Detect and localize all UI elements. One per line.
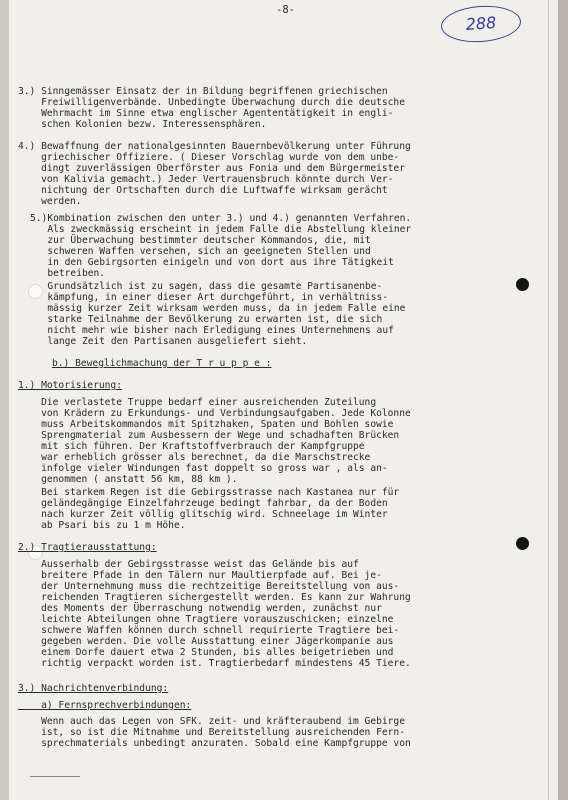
section-heading: b.) Beweglichmachung der T r u p p e : bbox=[52, 358, 272, 369]
text-line: schen Kolonien bezw. Interessensphären. bbox=[18, 119, 267, 130]
text-line: des Moments der Überraschung notwendig werden, zunächst nur bbox=[18, 603, 382, 614]
text-line: nach kurzer Zeit völlig glitschig wird. Schneelage im Winter bbox=[18, 509, 388, 520]
text-line: ist, so ist die Mitnahme und Bereitstellung ausreichenden Fern- bbox=[18, 727, 405, 738]
text-line: geländegängige Einzelfahrzeuge bedingt fahrbar, da der Boden bbox=[18, 498, 388, 509]
text-line: muss Arbeitskommandos mit Spitzhaken, Spaten und Bohlen sowie bbox=[18, 419, 394, 430]
text-line: reichenden Tragtieren sichergestellt werden. Es kann zur Wahrung bbox=[18, 592, 411, 603]
text-line: mässig kurzer Zeit wirksam werden muss, da in jedem Falle eine bbox=[30, 303, 406, 314]
punch-hole-right-lower bbox=[516, 537, 529, 550]
text-line: ab Psari bis zu 1 m Höhe. bbox=[18, 520, 186, 531]
text-line: 4.) Bewaffnung der nationalgesinnten Bauernbevölkerung unter Führung bbox=[18, 141, 411, 152]
text-line: genommen ( anstatt 56 km, 88 km ). bbox=[18, 474, 238, 485]
text-line: lange Zeit den Partisanen ausgeliefert sieht. bbox=[30, 336, 308, 347]
text-line: betreiben. bbox=[30, 268, 106, 279]
text-line: gegeben werden. Die volle Ausstattung einer Jägerkompanie aus bbox=[18, 636, 394, 647]
text-line: Grundsätzlich ist zu sagen, dass die gesamte Partisanenbe- bbox=[30, 281, 383, 292]
text-line: Ausserhalb der Gebirgsstrasse weist das Gelände bis auf bbox=[18, 559, 359, 570]
text-line: Als zweckmässig erscheint in jedem Falle die Abstellung kleiner bbox=[30, 224, 412, 235]
paper-left-edge bbox=[0, 0, 9, 800]
stamp-number: 288 bbox=[465, 12, 497, 35]
page-bottom-mark bbox=[30, 776, 80, 777]
text-line: der Unternehmung muss die rechtzeitige Bereitstellung von aus- bbox=[18, 581, 400, 592]
text-line: kämpfung, in einer dieser Art durchgeführt, in verhältniss- bbox=[30, 292, 389, 303]
page-number: -8- bbox=[276, 4, 295, 16]
text-line: 3.) Sinngemässer Einsatz der in Bildung begriffenen griechischen bbox=[18, 86, 388, 97]
text-line: leichte Abteilungen ohne Tragtiere vorauszuschicken; einzelne bbox=[18, 614, 394, 625]
text-line: infolge vieler Windungen fast doppelt so gross war , als an- bbox=[18, 463, 388, 474]
text-line: schweren Waffen versehen, sich an geeigneten Stellen und bbox=[30, 246, 371, 257]
archive-stamp bbox=[440, 3, 522, 44]
text-line: Bei starkem Regen ist die Gebirgsstrasse nach Kastanea nur für bbox=[18, 487, 400, 498]
text-line: Wenn auch das Legen von SFK. zeit- und kräfteraubend im Gebirge bbox=[18, 716, 405, 727]
text-line: nichtung der Ortschaften durch die Luftwaffe wirksam gerächt bbox=[18, 185, 388, 196]
subsection-heading: 1.) Motorisierung: bbox=[18, 380, 122, 391]
text-line: 5.)Kombination zwischen den unter 3.) und 4.) genannten Verfahren. bbox=[30, 213, 412, 224]
text-line: war erheblich grösser als berechnet, da die Marschstrecke bbox=[18, 452, 371, 463]
subsection-heading: a) Fernsprechverbindungen: bbox=[18, 700, 192, 711]
text-line: Wehrmacht im Sinne etwa englischer Agententätigkeit in engli- bbox=[18, 108, 394, 119]
text-line: von Krädern zu Erkundungs- und Verbindungsaufgaben. Jede Kolonne bbox=[18, 408, 411, 419]
text-line: nicht mehr wie bisher nach Erledigung eines Unternehmens auf bbox=[30, 325, 394, 336]
text-line: mit sich führen. Der Kraftstoffverbrauch der Kampfgruppe bbox=[18, 441, 365, 452]
text-line: werden. bbox=[18, 196, 82, 207]
text-line: schwere Waffen können durch schnell requirierte Tragtiere bei- bbox=[18, 625, 400, 636]
text-line: starke Teilnahme der Bevölkerung zu erwarten ist, die sich bbox=[30, 314, 383, 325]
text-line: dingt zuverlässigen Oberförster aus Fonia und dem Bürgermeister bbox=[18, 163, 405, 174]
text-line: richtig verpackt worden ist. Tragtierbedarf mindestens 45 Tiere. bbox=[18, 658, 411, 669]
text-line: Freiwilligenverbände. Unbedingte Überwachung durch die deutsche bbox=[18, 97, 405, 108]
text-line: in den Gebirgsorten einigeln und von dort aus ihre Tätigkeit bbox=[30, 257, 394, 268]
subsection-heading: 2.) Tragtierausstattung: bbox=[18, 542, 157, 553]
text-line: Die verlastete Truppe bedarf einer ausreichenden Zuteilung bbox=[18, 397, 377, 408]
text-line: von Kalivia gemacht.) Jeder Vertrauensbruch könnte durch Ver- bbox=[18, 174, 394, 185]
punch-hole-right-upper bbox=[516, 278, 529, 291]
paper-fold-line bbox=[548, 0, 549, 800]
paper-right-edge bbox=[558, 0, 568, 800]
text-line: Sprengmaterial zum Ausbessern der Wege und schadhaften Brücken bbox=[18, 430, 400, 441]
text-line: breitere Pfade in den Tälern nur Maultierpfade auf. Bei je- bbox=[18, 570, 382, 581]
text-line: einem Dorfe dauert etwa 2 Stunden, bis alles beigetrieben und bbox=[18, 647, 394, 658]
subsection-heading: 3.) Nachrichtenverbindung: bbox=[18, 683, 169, 694]
text-line: sprechmaterials unbedingt anzuraten. Sobald eine Kampfgruppe von bbox=[18, 738, 411, 749]
text-line: zur Überwachung bestimmter deutscher Kommandos, die, mit bbox=[30, 235, 371, 246]
text-line: griechischer Offiziere. ( Dieser Vorschlag wurde von dem unbe- bbox=[18, 152, 400, 163]
